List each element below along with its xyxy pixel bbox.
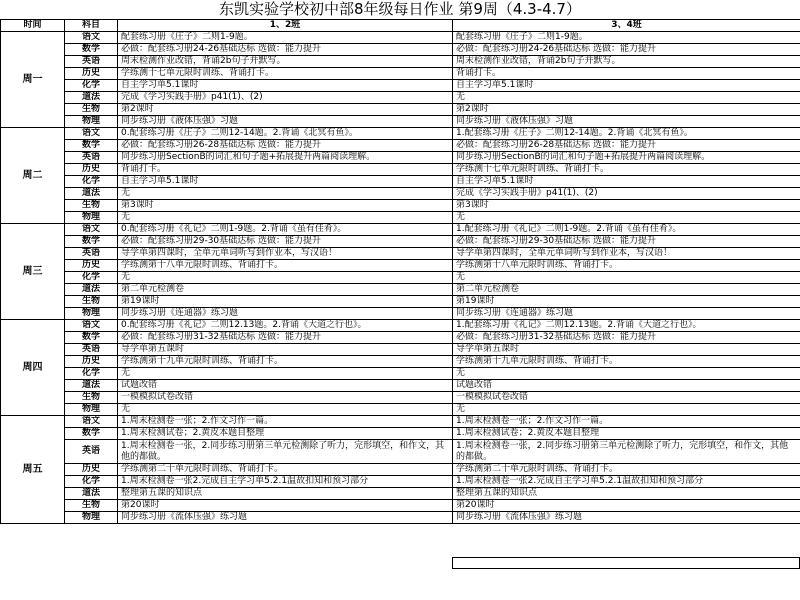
subject-cell[interactable]: 化学 xyxy=(65,176,118,188)
class34-cell[interactable]: 自主学习单5.1课时 xyxy=(453,176,800,188)
class12-cell[interactable]: 同步练习册《液体压强》习题 xyxy=(118,116,453,128)
class12-cell[interactable]: 同步练习册《流体压强》练习题 xyxy=(118,512,453,524)
subject-cell[interactable]: 化学 xyxy=(65,476,118,488)
subject-cell[interactable]: 生物 xyxy=(65,392,118,404)
table-row xyxy=(1,356,800,368)
class12-cell[interactable]: 导学单第四课时，全单元单词听写到作业本，写汉语！ xyxy=(118,248,453,260)
table-row xyxy=(1,296,800,308)
subject-cell[interactable]: 英语 xyxy=(65,152,118,164)
header-time[interactable]: 时间 xyxy=(1,20,65,32)
table-row xyxy=(1,440,800,464)
class34-cell[interactable]: 周末检测作业改错，背诵2b句子并默写。 xyxy=(453,56,800,68)
homework-table xyxy=(0,19,800,524)
subject-cell[interactable]: 语文 xyxy=(65,416,118,428)
table-row xyxy=(1,32,800,44)
table-row xyxy=(1,260,800,272)
class34-cell[interactable]: 无 xyxy=(453,92,800,104)
class12-cell[interactable]: 1.周末检测卷一张，2.同步练习册第三单元检测除了听力，完形填空，和作文，其他的都做。 xyxy=(118,440,453,464)
class34-cell[interactable]: 完成《学习实践手册》p41(1)、(2) xyxy=(453,188,800,200)
day-cell[interactable]: 周一 xyxy=(1,32,65,128)
class34-cell[interactable]: 学练测第十八单元限时训练、背诵打卡。 xyxy=(453,260,800,272)
subject-cell[interactable]: 化学 xyxy=(65,272,118,284)
class12-cell[interactable]: 学练测十七单元限时训练、背诵打卡。 xyxy=(118,68,453,80)
class12-cell[interactable]: 周末检测作业改错，背诵2b句子并默写。 xyxy=(118,56,453,68)
day-cell[interactable]: 周五 xyxy=(1,416,65,524)
class12-cell[interactable]: 背诵打卡。 xyxy=(118,164,453,176)
subject-cell[interactable]: 物理 xyxy=(65,512,118,524)
class34-cell[interactable]: 学练测第十九单元限时训练、背诵打卡。 xyxy=(453,356,800,368)
class12-cell[interactable]: 无 xyxy=(118,272,453,284)
class34-cell[interactable]: 1.周末检测卷一张2.完成自主学习单5.2.1温故扣知和预习部分 xyxy=(453,476,800,488)
class12-cell[interactable]: 同步练习册SectionB的词汇和句子题+拓展提升两篇阅读理解。 xyxy=(118,152,453,164)
class12-cell[interactable]: 学练测第二十单元限时训练、背诵打卡。 xyxy=(118,464,453,476)
subject-cell[interactable]: 语文 xyxy=(65,320,118,332)
class12-cell[interactable]: 第20课时 xyxy=(118,500,453,512)
table-row xyxy=(1,272,800,284)
class12-cell[interactable]: 一模模拟试卷改错 xyxy=(118,392,453,404)
class34-cell[interactable]: 同步练习册《连通器》练习题 xyxy=(453,308,800,320)
class34-cell[interactable]: 试题改错 xyxy=(453,380,800,392)
table-row xyxy=(1,428,800,440)
class12-cell[interactable]: 1.周末检测试卷；2.黄皮本题目整理 xyxy=(118,428,453,440)
class34-cell[interactable]: 一模模拟试卷改错 xyxy=(453,392,800,404)
class34-cell[interactable]: 学练测第二十单元限时训练、背诵打卡。 xyxy=(453,464,800,476)
subject-cell[interactable]: 道法 xyxy=(65,284,118,296)
class34-cell[interactable]: 同步练习册《液体压强》习题 xyxy=(453,116,800,128)
table-row xyxy=(1,512,800,524)
sheet-title: 东凯实验学校初中部8年级每日作业 第9周（4.3-4.7） xyxy=(219,0,581,18)
subject-cell[interactable]: 语文 xyxy=(65,128,118,140)
subject-cell[interactable]: 英语 xyxy=(65,440,118,464)
class34-cell[interactable]: 第19课时 xyxy=(453,296,800,308)
class12-cell[interactable]: 第二单元检测卷 xyxy=(118,284,453,296)
class12-cell[interactable]: 导学单第五课时 xyxy=(118,344,453,356)
subject-cell[interactable]: 数学 xyxy=(65,44,118,56)
header-class34[interactable]: 3、4班 xyxy=(453,20,800,32)
subject-cell[interactable]: 生物 xyxy=(65,296,118,308)
class34-cell[interactable]: 1.周末检测试卷；2.黄皮本题目整理 xyxy=(453,428,800,440)
day-cell[interactable]: 周三 xyxy=(1,224,65,320)
subject-cell[interactable]: 化学 xyxy=(65,368,118,380)
class34-cell[interactable]: 第20课时 xyxy=(453,500,800,512)
subject-cell[interactable]: 道法 xyxy=(65,188,118,200)
table-row xyxy=(1,116,800,128)
subject-cell[interactable]: 英语 xyxy=(65,248,118,260)
class12-cell[interactable]: 第19课时 xyxy=(118,296,453,308)
class34-cell[interactable]: 1.周末检测卷一张；2.作文习作一篇。 xyxy=(453,416,800,428)
class12-cell[interactable]: 第3课时 xyxy=(118,200,453,212)
table-row xyxy=(1,80,800,92)
table-row xyxy=(1,200,800,212)
class12-cell[interactable]: 必做：配套练习册29-30基础达标 选做：能力提升 xyxy=(118,236,453,248)
class34-cell[interactable]: 同步练习册《流体压强》练习题 xyxy=(453,512,800,524)
table-row xyxy=(1,344,800,356)
class34-cell[interactable]: 无 xyxy=(453,368,800,380)
subject-cell[interactable]: 物理 xyxy=(65,212,118,224)
table-row xyxy=(1,404,800,416)
subject-cell[interactable]: 历史 xyxy=(65,164,118,176)
subject-cell[interactable]: 物理 xyxy=(65,404,118,416)
table-row xyxy=(1,308,800,320)
subject-cell[interactable]: 历史 xyxy=(65,356,118,368)
class12-cell[interactable]: 无 xyxy=(118,212,453,224)
day-cell[interactable]: 周二 xyxy=(1,128,65,224)
class34-cell[interactable]: 同步练习册SectionB的词汇和句子题+拓展提升两篇阅读理解。 xyxy=(453,152,800,164)
table-row xyxy=(1,392,800,404)
class34-cell[interactable]: 学练测十七单元限时训练、背诵打卡。 xyxy=(453,164,800,176)
table-row xyxy=(1,476,800,488)
subject-cell[interactable]: 生物 xyxy=(65,200,118,212)
table-row xyxy=(1,284,800,296)
table-row xyxy=(1,188,800,200)
class34-cell[interactable]: 1.配套练习册《庄子》二则12-14题。2.背诵《北冥有鱼》。 xyxy=(453,128,800,140)
class34-cell[interactable]: 必做：配套练习册26-28基础达标 选做：能力提升 xyxy=(453,140,800,152)
class34-cell[interactable]: 第二单元检测卷 xyxy=(453,284,800,296)
empty-cell-box[interactable] xyxy=(452,557,800,569)
class12-cell[interactable]: 学练测第十八单元限时训练、背诵打卡。 xyxy=(118,260,453,272)
class12-cell[interactable]: 同步练习册《连通器》练习题 xyxy=(118,308,453,320)
table-row xyxy=(1,68,800,80)
subject-cell[interactable]: 道法 xyxy=(65,380,118,392)
table-row xyxy=(1,128,800,140)
day-cell[interactable]: 周四 xyxy=(1,320,65,416)
class12-cell[interactable]: 学练测第十九单元限时训练、背诵打卡。 xyxy=(118,356,453,368)
subject-cell[interactable]: 生物 xyxy=(65,104,118,116)
class34-cell[interactable]: 1.配套练习册《礼记》二则12.13题。2.背诵《大道之行也》。 xyxy=(453,320,800,332)
class12-cell[interactable]: 试题改错 xyxy=(118,380,453,392)
subject-cell[interactable]: 数学 xyxy=(65,236,118,248)
subject-cell[interactable]: 物理 xyxy=(65,308,118,320)
subject-cell[interactable]: 英语 xyxy=(65,56,118,68)
subject-cell[interactable]: 道法 xyxy=(65,488,118,500)
table-row xyxy=(1,224,800,236)
class34-cell[interactable]: 整理第五课的知识点 xyxy=(453,488,800,500)
table-row xyxy=(1,104,800,116)
class12-cell[interactable]: 整理第五课的知识点 xyxy=(118,488,453,500)
class34-cell[interactable]: 1.周末检测卷一张，2.同步练习册第三单元检测除了听力，完形填空，和作文，其他的都做。 xyxy=(453,440,800,464)
subject-cell[interactable]: 道法 xyxy=(65,92,118,104)
table-row xyxy=(1,212,800,224)
class34-cell[interactable]: 必做：配套练习册29-30基础达标 选做：能力提升 xyxy=(453,236,800,248)
header-class12[interactable]: 1、2班 xyxy=(118,20,453,32)
table-row xyxy=(1,248,800,260)
subject-cell[interactable]: 历史 xyxy=(65,464,118,476)
table-row xyxy=(1,44,800,56)
class12-cell[interactable]: 0.配套练习册《庄子》二则12-14题。2.背诵《北冥有鱼》。 xyxy=(118,128,453,140)
subject-cell[interactable]: 化学 xyxy=(65,80,118,92)
table-row xyxy=(1,320,800,332)
header-row xyxy=(1,20,800,32)
class12-cell[interactable]: 第2课时 xyxy=(118,104,453,116)
class12-cell[interactable]: 必做：配套练习册26-28基础达标 选做：能力提升 xyxy=(118,140,453,152)
subject-cell[interactable]: 数学 xyxy=(65,428,118,440)
class34-cell[interactable]: 导学单第五课时 xyxy=(453,344,800,356)
header-subject[interactable]: 科目 xyxy=(65,20,118,32)
class34-cell[interactable]: 配套练习册《庄子》二则1-9题。 xyxy=(453,32,800,44)
class34-cell[interactable]: 导学单第四课时，全单元单词听写到作业本，写汉语！ xyxy=(453,248,800,260)
class12-cell[interactable]: 无 xyxy=(118,368,453,380)
subject-cell[interactable]: 语文 xyxy=(65,224,118,236)
table-row xyxy=(1,152,800,164)
class34-cell[interactable]: 第2课时 xyxy=(453,104,800,116)
subject-cell[interactable]: 历史 xyxy=(65,68,118,80)
class12-cell[interactable]: 1.周末检测卷一张2.完成自主学习单5.2.1温故扣知和预习部分 xyxy=(118,476,453,488)
table-row xyxy=(1,500,800,512)
table-row xyxy=(1,464,800,476)
table-row xyxy=(1,380,800,392)
class12-cell[interactable]: 必做：配套练习册24-26基础达标 选做：能力提升 xyxy=(118,44,453,56)
class12-cell[interactable]: 完成《学习实践手册》p41(1)、(2) xyxy=(118,92,453,104)
class12-cell[interactable]: 0.配套练习册《礼记》二则1-9题。2.背诵《虽有佳肴》。 xyxy=(118,224,453,236)
table-row xyxy=(1,140,800,152)
class34-cell[interactable]: 必做：配套练习册31-32基础达标 选做：能力提升 xyxy=(453,332,800,344)
class34-cell[interactable]: 第3课时 xyxy=(453,200,800,212)
table-row xyxy=(1,488,800,500)
subject-cell[interactable]: 物理 xyxy=(65,116,118,128)
subject-cell[interactable]: 语文 xyxy=(65,32,118,44)
subject-cell[interactable]: 数学 xyxy=(65,332,118,344)
table-row xyxy=(1,92,800,104)
subject-cell[interactable]: 数学 xyxy=(65,140,118,152)
table-row xyxy=(1,416,800,428)
class34-cell[interactable]: 无 xyxy=(453,404,800,416)
class12-cell[interactable]: 1.周末检测卷一张；2.作文习作一篇。 xyxy=(118,416,453,428)
class12-cell[interactable]: 无 xyxy=(118,404,453,416)
subject-cell[interactable]: 历史 xyxy=(65,260,118,272)
table-row xyxy=(1,236,800,248)
table-row xyxy=(1,56,800,68)
class12-cell[interactable]: 必做：配套练习册31-32基础达标 选做：能力提升 xyxy=(118,332,453,344)
class34-cell[interactable]: 背诵打卡。 xyxy=(453,68,800,80)
subject-cell[interactable]: 生物 xyxy=(65,500,118,512)
class12-cell[interactable]: 配套练习册《庄子》二则1-9题。 xyxy=(118,32,453,44)
class34-cell[interactable]: 自主学习单5.1课时 xyxy=(453,80,800,92)
table-row xyxy=(1,368,800,380)
class34-cell[interactable]: 无 xyxy=(453,212,800,224)
class12-cell[interactable]: 无 xyxy=(118,188,453,200)
class12-cell[interactable]: 自主学习单5.1课时 xyxy=(118,80,453,92)
class34-cell[interactable]: 1.配套练习册《礼记》二则1-9题。2.背诵《虽有佳肴》。 xyxy=(453,224,800,236)
class12-cell[interactable]: 自主学习单5.1课时 xyxy=(118,176,453,188)
class34-cell[interactable]: 必做：配套练习册24-26基础达标 选做：能力提升 xyxy=(453,44,800,56)
table-row xyxy=(1,332,800,344)
class34-cell[interactable]: 无 xyxy=(453,272,800,284)
class12-cell[interactable]: 0.配套练习册《礼记》二则12.13题。2.背诵《大道之行也》。 xyxy=(118,320,453,332)
table-row xyxy=(1,176,800,188)
subject-cell[interactable]: 英语 xyxy=(65,344,118,356)
table-row xyxy=(1,164,800,176)
